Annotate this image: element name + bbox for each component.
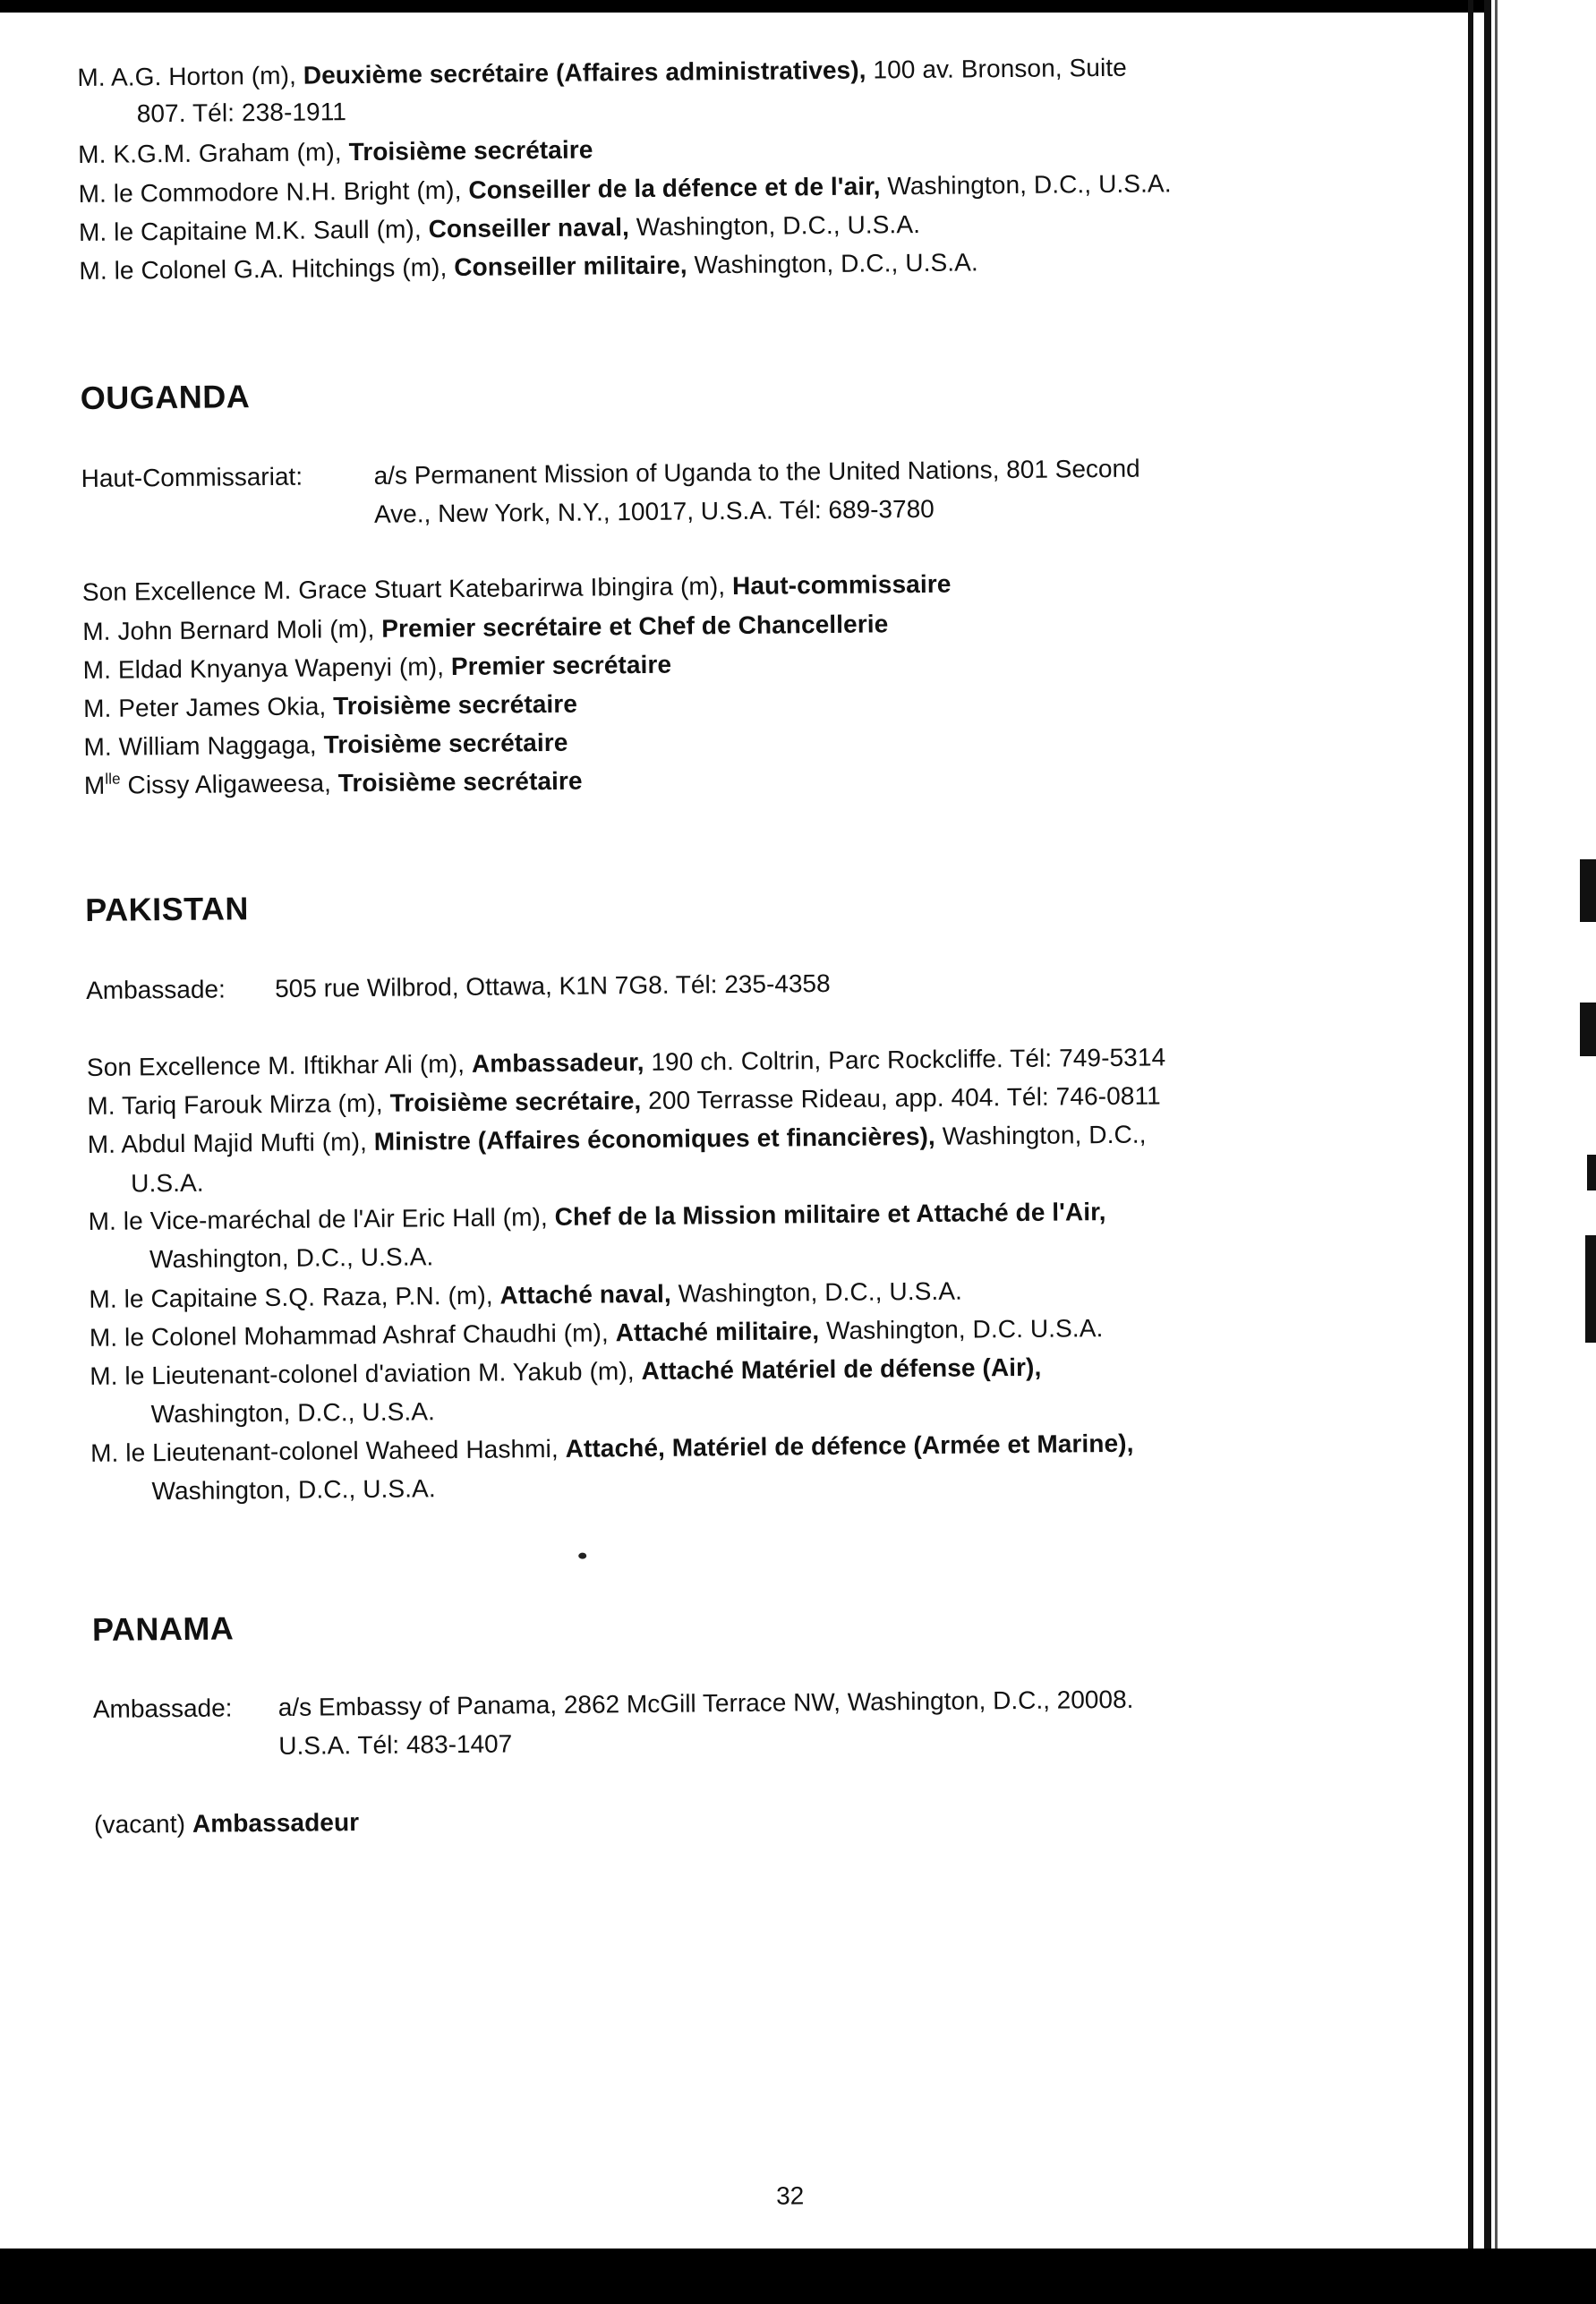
binding-gutter-line [1484,0,1491,2274]
facing-page-glyph [1587,1155,1596,1190]
staff-line: (vacant) Ambassadeur [93,1808,360,1839]
embassy-address: 505 rue Wilbrod, Ottawa, K1N 7G8. Tél: 235-4358 [274,969,831,1003]
staff-line: M. Eldad Knyanya Wapenyi (m), Premier secrétaire [82,650,672,684]
facing-page-glyph [1585,1235,1596,1343]
scan-bottom-edge [0,2249,1596,2304]
staff-line: M. le Vice-maréchal de l'Air Eric Hall (m), Chef de la Mission militaire et Attaché de l'Air, [88,1198,1106,1235]
staff-line: $M^{lle}$ Cissy Aligaweesa, Troisième secrétaire [83,766,583,799]
mission-address: a/s Permanent Mission of Uganda to the United Nations, 801 Second [373,454,1140,490]
facing-page-glyph [1580,1003,1596,1056]
embassy-address: a/s Embassy of Panama, 2862 McGill Terrace NW, Washington, D.C., 20008. [277,1685,1134,1721]
embassy-label: Ambassade: [85,975,226,1004]
embassy-address: U.S.A. Tél: 483-1407 [278,1729,513,1760]
print-speck [578,1553,586,1559]
entry-line: M. K.G.M. Graham (m), Troisième secrétaire [78,135,593,168]
entry-line: M. le Colonel G.A. Hitchings (m), Conseiller militaire, Washington, D.C., U.S.A. [79,248,978,285]
staff-line: M. le Colonel Mohammad Ashraf Chaudhi (m), Attaché militaire, Washington, D.C. U.S.A. [89,1314,1104,1352]
entry-line: M. A.G. Horton (m), Deuxième secrétaire (Affaires administratives), 100 av. Bronson, Suite [77,53,1128,91]
staff-line: Washington, D.C., U.S.A. [151,1474,436,1506]
staff-line: U.S.A. [131,1168,204,1198]
staff-line: Son Excellence M. Iftikhar Ali (m), Ambassadeur, 190 ch. Coltrin, Parc Rockcliffe. Tél: 749-5314 [86,1043,1166,1081]
staff-line: M. le Lieutenant-colonel Waheed Hashmi, Attaché, Matériel de défence (Armée et Marine), [90,1429,1134,1467]
staff-line: Washington, D.C., U.S.A. [150,1397,436,1429]
staff-line: M. le Lieutenant-colonel d'aviation M. Yakub (m), Attaché Matériel de défense (Air), [90,1353,1042,1390]
mission-label: Haut-Commissariat: [81,462,303,492]
top-entries [77,31,1464,285]
staff-line: M. Tariq Farouk Mirza (m), Troisième secrétaire, 200 Terrasse Rideau, app. 404. Tél: 746-0811 [87,1081,1161,1120]
embassy-label: Ambassade: [92,1694,233,1723]
staff-line: M. Abdul Majid Mufti (m), Ministre (Affaires économiques et financières), Washington, D.C., [87,1120,1147,1158]
staff-line: Son Excellence M. Grace Stuart Katebarirwa Ibingira (m), Haut-commissaire [81,569,952,606]
page-number: 32 [775,2181,805,2210]
country-heading: PANAMA [91,1609,235,1648]
entry-line: M. le Commodore N.H. Bright (m), Conseiller de la défence et de l'air, Washington, D.C., U.S.A. [78,169,1172,208]
directory-page [77,31,1485,2220]
staff-line: M. John Bernard Moli (m), Premier secrétaire et Chef de Chancellerie [82,610,889,645]
facing-page-edge [1490,0,1596,2304]
staff-line: M. Peter James Okia, Troisième secrétaire [82,689,578,722]
entry-line: M. le Capitaine M.K. Saull (m), Conseiller naval, Washington, D.C., U.S.A. [78,209,921,246]
entry-line: 807. Tél: 238-1911 [136,98,347,128]
country-heading: PAKISTAN [85,890,250,928]
mission-address: Ave., New York, N.Y., 10017, U.S.A. Tél: 689-3780 [373,494,935,528]
staff-line: M. le Capitaine S.Q. Raza, P.N. (m), Attaché naval, Washington, D.C., U.S.A. [89,1276,963,1313]
country-heading: OUGANDA [80,378,251,416]
facing-page-glyph [1580,859,1596,922]
binding-gutter-line [1495,0,1498,2274]
staff-line: Washington, D.C., U.S.A. [149,1242,434,1274]
staff-line: M. William Naggaga, Troisième secrétaire [83,728,568,761]
scan-top-edge [0,0,1596,13]
